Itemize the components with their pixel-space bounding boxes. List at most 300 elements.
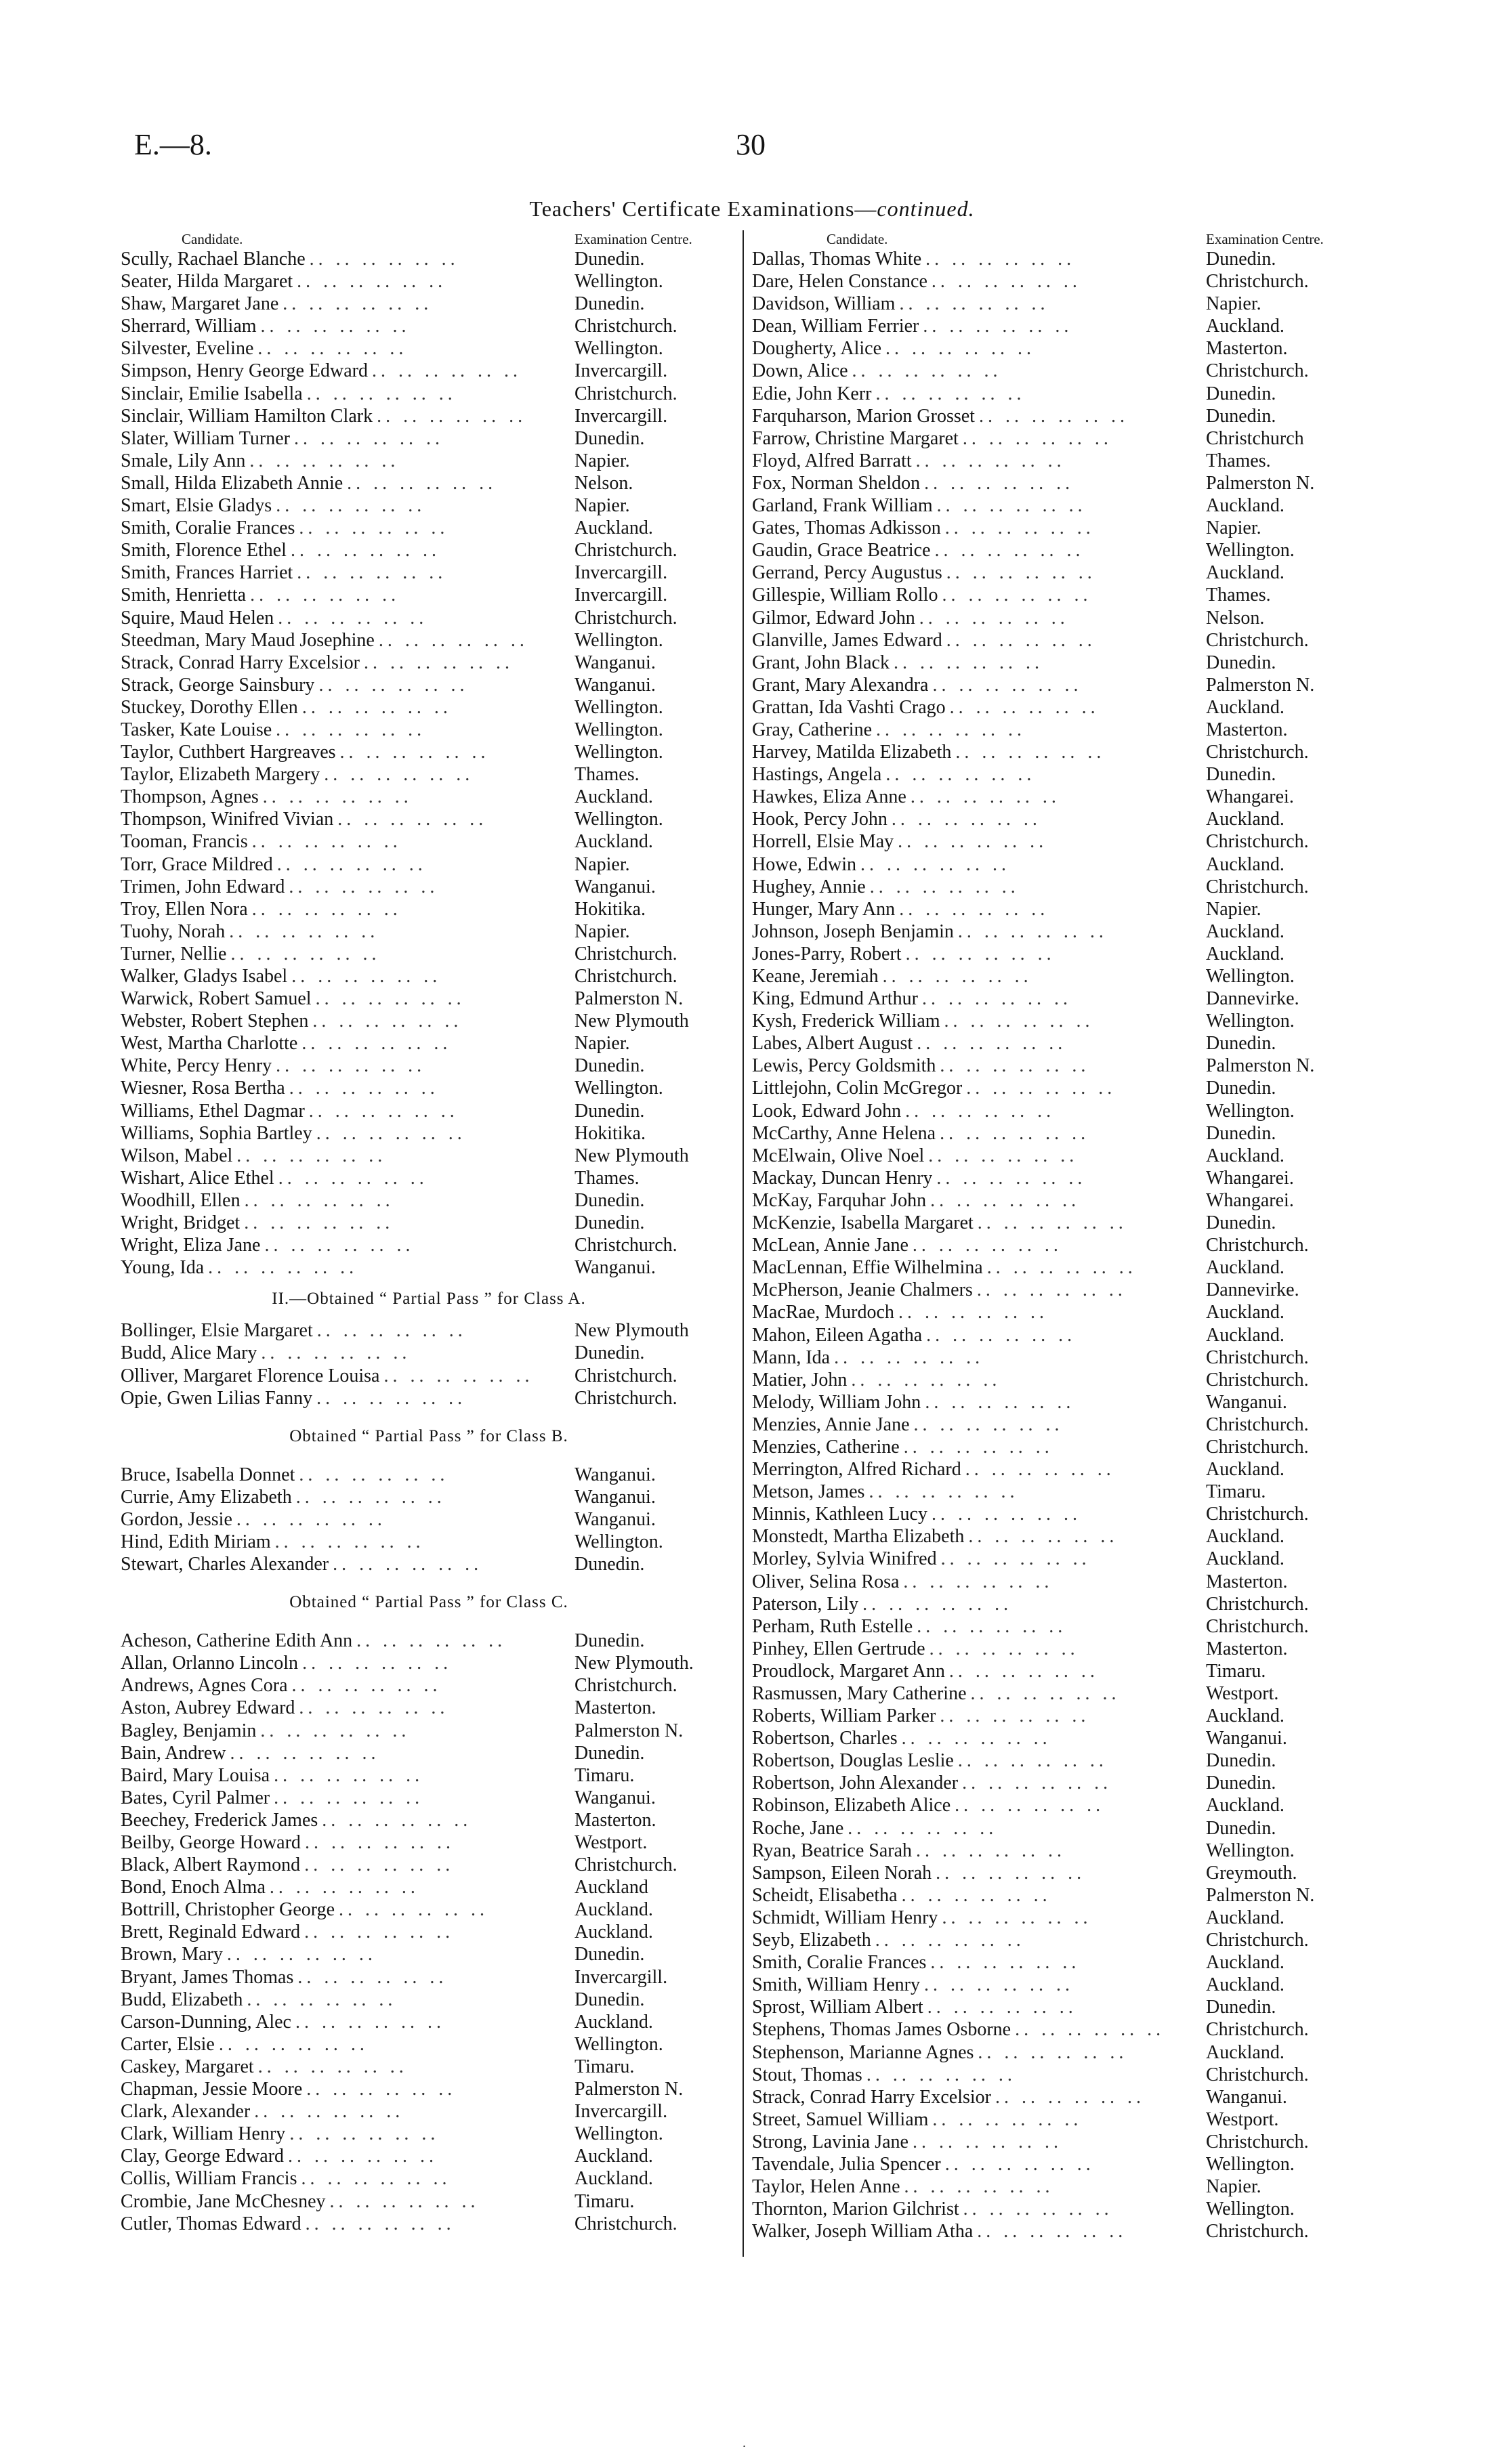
leader-dots: .. .. .. .. .. .. [304, 1921, 455, 1943]
candidate-name: Seater, Hilda Margaret [121, 271, 293, 293]
examination-centre: Auckland. [575, 1921, 653, 1943]
candidate-name: Gates, Thomas Adkisson [752, 517, 941, 539]
leader-dots: .. .. .. .. .. .. [957, 920, 1108, 942]
table-row [121, 1764, 737, 1787]
examination-centre: Napier. [1206, 293, 1261, 315]
table-row [121, 2145, 737, 2167]
examination-centre: Wanganui. [575, 876, 656, 897]
candidate-name: West, Martha Charlotte [121, 1033, 298, 1055]
leader-dots: .. .. .. .. .. .. [891, 809, 1041, 830]
table-row [121, 786, 737, 808]
examination-centre: Christchurch. [575, 1387, 677, 1409]
candidate-name: White, Percy Henry [121, 1055, 272, 1077]
candidate-name: Grant, John Black [752, 652, 890, 673]
candidate-name: Black, Albert Raymond [121, 1854, 301, 1876]
examination-centre: Nelson. [1206, 607, 1265, 629]
leader-dots: .. .. .. .. .. .. [955, 1795, 1105, 1817]
table-row [752, 1660, 1375, 1682]
candidate-name: Bollinger, Elsie Margaret [121, 1320, 313, 1342]
leader-dots: .. .. .. .. .. .. [948, 1660, 1099, 1682]
candidate-name: Johnson, Joseph Benjamin [752, 920, 954, 942]
candidate-name: Look, Edward John [752, 1100, 902, 1122]
table-row [752, 383, 1375, 405]
examination-centre: Christchurch. [575, 966, 677, 987]
examination-centre: Christchurch. [575, 1235, 677, 1256]
table-row [752, 1996, 1375, 2018]
candidate-name: Dare, Helen Constance [752, 271, 927, 293]
examination-centre: Wanganui. [575, 1464, 656, 1485]
examination-centre: Wellington. [1206, 1011, 1295, 1032]
examination-centre: Wellington. [575, 696, 663, 718]
candidate-name: Thornton, Marion Gilchrist [752, 2199, 959, 2220]
leader-dots: .. .. .. .. .. .. [923, 316, 1073, 337]
examination-centre: Christchurch. [575, 1365, 677, 1386]
class-b-list [121, 1464, 737, 1575]
candidate-name: Gray, Catherine [752, 719, 872, 740]
table-row [752, 1548, 1375, 1570]
leader-dots: .. .. .. .. .. .. [940, 1055, 1090, 1077]
examination-centre: Christchurch [1206, 427, 1304, 449]
leader-dots: .. .. .. .. .. .. [866, 2064, 1016, 2085]
left-column [121, 230, 737, 2235]
examination-centre: Auckland. [1206, 2041, 1284, 2063]
table-row [752, 450, 1375, 472]
leader-dots: .. .. .. .. .. .. [339, 742, 490, 763]
candidate-name: Warwick, Robert Samuel [121, 988, 312, 1010]
leader-dots: .. .. .. .. .. .. [924, 472, 1074, 494]
examination-centre: Dunedin. [575, 1944, 645, 1966]
examination-centre: Auckland. [1206, 1526, 1284, 1548]
leader-dots: .. .. .. .. .. .. [957, 1750, 1108, 1772]
table-row [121, 1010, 737, 1032]
table-row [752, 1055, 1375, 1077]
leader-dots: .. .. .. .. .. .. [978, 405, 1129, 427]
candidate-name: Currie, Amy Elizabeth [121, 1486, 292, 1508]
leader-dots: .. .. .. .. .. .. [297, 1966, 448, 1988]
leader-dots: .. .. .. .. .. .. [324, 764, 474, 786]
table-row [752, 674, 1375, 696]
examination-centre: Auckland. [1206, 1324, 1284, 1346]
table-row [121, 1234, 737, 1256]
examination-centre: Timaru. [1206, 1660, 1266, 1682]
leader-dots: .. .. .. .. .. .. [882, 966, 1032, 987]
table-row [121, 1167, 737, 1189]
leader-dots: .. .. .. .. .. .. [931, 1504, 1081, 1525]
candidate-name: Howe, Edwin [752, 853, 856, 875]
examination-centre: Dunedin. [575, 1342, 645, 1364]
leader-dots: .. .. .. .. .. .. [250, 585, 400, 606]
leader-dots: .. .. .. .. .. .. [905, 1100, 1056, 1122]
examination-centre: Wellington. [1206, 1100, 1295, 1122]
table-row [121, 920, 737, 943]
candidate-name: Grattan, Ida Vashti Crago [752, 696, 946, 718]
leader-dots: .. .. .. .. .. .. [901, 1728, 1051, 1749]
leader-dots: .. .. .. .. .. .. [260, 316, 411, 337]
candidate-name: Troy, Ellen Nora [121, 898, 248, 920]
examination-centre: Invercargill. [575, 1966, 668, 1988]
candidate-name: Young, Ida [121, 1257, 205, 1279]
table-row [752, 1256, 1375, 1279]
table-row [121, 1854, 737, 1876]
table-row [752, 561, 1375, 584]
examination-centre: Wellington. [1206, 1840, 1295, 1861]
leader-dots: .. .. .. .. .. .. [875, 383, 1026, 404]
candidate-name: Bond, Enoch Alma [121, 1877, 266, 1898]
examination-centre: Christchurch. [1206, 2221, 1309, 2243]
examination-centre: Auckland. [575, 831, 653, 853]
table-row [121, 1365, 737, 1387]
candidate-name: Floyd, Alfred Barratt [752, 450, 912, 471]
table-row [752, 584, 1375, 606]
candidate-name: Clark, William Henry [121, 2123, 286, 2145]
examination-centre: Auckland. [1206, 1548, 1284, 1570]
table-row [121, 1697, 737, 1719]
examination-centre: Dunedin. [575, 1742, 645, 1764]
footer-mark: . [743, 2436, 746, 2450]
examination-centre: Greymouth. [1206, 1862, 1297, 1884]
table-row [752, 1682, 1375, 1705]
candidate-name: Carter, Elsie [121, 2033, 215, 2055]
candidate-name: Dougherty, Alice [752, 338, 882, 360]
leader-dots: .. .. .. .. .. .. [244, 1212, 394, 1234]
leader-dots: .. .. .. .. .. .. [1015, 2019, 1165, 2041]
examination-centre: Masterton. [1206, 338, 1288, 360]
table-row [121, 270, 737, 293]
leader-dots: .. .. .. .. .. .. [966, 1078, 1116, 1099]
candidate-heading: Candidate. [182, 231, 243, 247]
examination-centre: Wellington. [575, 719, 663, 740]
leader-dots: .. .. .. .. .. .. [301, 2168, 451, 2190]
candidate-name: Stuckey, Dorothy Ellen [121, 696, 298, 718]
examination-centre: Christchurch. [1206, 1436, 1309, 1458]
leader-dots: .. .. .. .. .. .. [905, 943, 1056, 964]
table-row [121, 1032, 737, 1055]
examination-centre: Masterton. [575, 1697, 656, 1719]
table-row [121, 607, 737, 629]
examination-centre: Thames. [575, 764, 640, 786]
table-row [121, 719, 737, 741]
candidate-name: Seyb, Elizabeth [752, 1930, 871, 1951]
candidate-name: Dallas, Thomas White [752, 249, 922, 270]
examination-centre: Hokitika. [575, 1122, 646, 1144]
leader-dots: .. .. .. .. .. .. [276, 495, 426, 517]
examination-centre: Auckland. [1206, 1795, 1284, 1817]
table-row [121, 741, 737, 763]
leader-dots: .. .. .. .. .. .. [942, 585, 1092, 606]
candidate-name: Stephens, Thomas James Osborne [752, 2019, 1011, 2041]
examination-centre: Auckland. [1206, 495, 1284, 517]
examination-centre: New Plymouth. [575, 1653, 694, 1674]
candidate-name: Gaudin, Grace Beatrice [752, 540, 931, 561]
candidate-name: Robinson, Elizabeth Alice [752, 1795, 951, 1817]
table-row [752, 427, 1375, 450]
examination-centre: Dunedin. [1206, 1997, 1276, 2018]
candidate-name: Dean, William Ferrier [752, 316, 919, 337]
table-row [121, 674, 737, 696]
leader-dots: .. .. .. .. .. .. [917, 1615, 1067, 1637]
examination-centre: Wellington. [1206, 2153, 1295, 2175]
candidate-name: Squire, Maud Helen [121, 607, 274, 629]
candidate-name: Davidson, William [752, 293, 896, 315]
leader-dots: .. .. .. .. .. .. [247, 1989, 397, 2010]
table-row [752, 494, 1375, 517]
candidate-name: Edie, John Kerr [752, 383, 872, 404]
table-row [121, 2123, 737, 2145]
table-row [121, 1966, 737, 1989]
candidate-name: Perham, Ruth Estelle [752, 1615, 913, 1637]
candidate-name: Minnis, Kathleen Lucy [752, 1504, 927, 1525]
table-row [121, 2078, 737, 2100]
leader-dots: .. .. .. .. .. .. [291, 1675, 442, 1697]
candidate-name: Smale, Lily Ann [121, 450, 246, 471]
table-row [121, 965, 737, 987]
leader-dots: .. .. .. .. .. .. [309, 249, 459, 270]
candidate-name: Sprost, William Albert [752, 1997, 923, 2018]
leader-dots: .. .. .. .. .. .. [965, 1459, 1115, 1481]
candidate-name: Small, Hilda Elizabeth Annie [121, 472, 343, 494]
table-row [121, 1189, 737, 1212]
examination-centre: Auckland. [1206, 809, 1284, 830]
table-row [752, 1705, 1375, 1727]
examination-centre: Wanganui. [575, 652, 656, 673]
leader-dots: .. .. .. .. .. .. [936, 495, 1087, 517]
candidate-name: Melody, William John [752, 1391, 921, 1413]
examination-centre: Invercargill. [575, 360, 668, 382]
examination-centre: New Plymouth [575, 1320, 689, 1342]
candidate-name: Merrington, Alfred Richard [752, 1459, 961, 1481]
examination-centre: Masterton. [1206, 1638, 1288, 1659]
examination-centre: Christchurch. [1206, 629, 1309, 651]
leader-dots: .. .. .. .. .. .. [903, 1436, 1053, 1458]
examination-centre: Dunedin. [1206, 249, 1276, 270]
examination-centre: Invercargill. [575, 2101, 668, 2123]
examination-centre: Wanganui. [575, 1787, 656, 1808]
examination-centre: Invercargill. [575, 562, 668, 584]
leader-dots: .. .. .. .. .. .. [371, 360, 522, 382]
leader-dots: .. .. .. .. .. .. [315, 988, 465, 1010]
candidate-name: Stout, Thomas [752, 2064, 862, 2085]
examination-centre: Dunedin. [575, 1189, 645, 1211]
examination-centre: Napier. [575, 853, 630, 875]
candidate-name: Strack, Conrad Harry Excelsior [121, 652, 360, 673]
candidate-name: Smith, Henrietta [121, 585, 247, 606]
leader-dots: .. .. .. .. .. .. [924, 1974, 1074, 1996]
candidate-name: Walker, Joseph William Atha [752, 2221, 974, 2243]
leader-dots: .. .. .. .. .. .. [299, 1697, 449, 1719]
centre-heading: Examination Centre. [575, 231, 692, 247]
candidate-name: Hind, Edith Miriam [121, 1531, 271, 1552]
leader-dots: .. .. .. .. .. .. [236, 1145, 387, 1166]
table-row [752, 1593, 1375, 1615]
examination-centre: New Plymouth [575, 1011, 689, 1032]
leader-dots: .. .. .. .. .. .. [899, 898, 1049, 920]
leader-dots: .. .. .. .. .. .. [910, 786, 1060, 808]
candidate-name: Bagley, Benjamin [121, 1720, 257, 1741]
leader-dots: .. .. .. .. .. .. [289, 876, 439, 897]
candidate-name: Beechey, Frederick James [121, 1809, 318, 1831]
table-row [752, 405, 1375, 427]
leader-dots: .. .. .. .. .. .. [977, 1212, 1127, 1234]
examination-centre: New Plymouth [575, 1145, 689, 1166]
examination-centre: Christchurch. [1206, 1504, 1309, 1525]
leader-dots: .. .. .. .. .. .. [283, 293, 433, 315]
table-row [121, 1212, 737, 1234]
examination-centre: Wanganui. [575, 1257, 656, 1279]
leader-dots: .. .. .. .. .. .. [903, 1571, 1053, 1592]
leader-dots: .. .. .. .. .. .. [316, 1387, 467, 1409]
table-row [121, 2100, 737, 2123]
candidate-name: Littlejohn, Colin McGregor [752, 1078, 963, 1099]
examination-centre: Dunedin. [575, 1554, 645, 1575]
candidate-name: Tasker, Kate Louise [121, 719, 272, 740]
table-row [752, 652, 1375, 674]
examination-centre: Westport. [575, 1832, 648, 1853]
right-column-header [752, 230, 1375, 248]
table-row [752, 2086, 1375, 2108]
leader-dots: .. .. .. .. .. .. [337, 809, 488, 830]
table-row [121, 1100, 737, 1122]
leader-dots: .. .. .. .. .. .. [276, 719, 426, 740]
candidate-name: Hughey, Annie [752, 876, 866, 897]
leader-dots: .. .. .. .. .. .. [927, 1997, 1077, 2018]
candidate-name: Pinhey, Ellen Gertrude [752, 1638, 925, 1659]
candidate-name: McPherson, Jeanie Chalmers [752, 1279, 973, 1301]
examination-centre: Christchurch. [575, 1854, 677, 1876]
table-row [752, 472, 1375, 494]
candidate-name: Hastings, Angela [752, 764, 882, 786]
table-row [121, 1921, 737, 1943]
leader-dots: .. .. .. .. .. .. [318, 674, 469, 696]
table-row [752, 830, 1375, 853]
leader-dots: .. .. .. .. .. .. [925, 1391, 1075, 1413]
candidate-name: Mahon, Eileen Agatha [752, 1324, 923, 1346]
table-row [752, 293, 1375, 315]
examination-centre: Dunedin. [1206, 1817, 1276, 1839]
leader-dots: .. .. .. .. .. .. [333, 1554, 483, 1575]
leader-dots: .. .. .. .. .. .. [926, 1324, 1077, 1346]
table-row [752, 248, 1375, 270]
examination-centre: Thames. [575, 1167, 640, 1189]
table-row [752, 360, 1375, 382]
table-row [752, 1212, 1375, 1234]
candidate-name: Gilmor, Edward John [752, 607, 915, 629]
table-row [121, 248, 737, 270]
examination-centre: Wellington. [575, 1531, 663, 1552]
examination-centre: Hokitika. [575, 898, 646, 920]
leader-dots: .. .. .. .. .. .. [944, 1011, 1094, 1032]
table-row [752, 607, 1375, 629]
candidate-name: MacLennan, Effie Wilhelmina [752, 1257, 983, 1279]
candidate-name: Morley, Sylvia Winifred [752, 1548, 937, 1570]
candidate-name: Andrews, Agnes Cora [121, 1675, 288, 1697]
page-title [0, 196, 1504, 221]
candidate-name: Taylor, Helen Anne [752, 2176, 900, 2198]
leader-dots: .. .. .. .. .. .. [931, 271, 1081, 293]
leader-dots: .. .. .. .. .. .. [962, 1772, 1112, 1794]
candidate-name: McKay, Farquhar John [752, 1189, 927, 1211]
examination-centre: Wellington. [575, 271, 663, 293]
candidate-name: Wiesner, Rosa Bertha [121, 1078, 285, 1099]
table-row [752, 943, 1375, 965]
leader-dots: .. .. .. .. .. .. [944, 2153, 1095, 2175]
table-row [121, 427, 737, 450]
candidate-name: Robertson, John Alexander [752, 1772, 959, 1794]
leader-dots: .. .. .. .. .. .. [930, 1952, 1081, 1974]
candidate-name: Caskey, Margaret [121, 2056, 254, 2077]
examination-centre: Christchurch. [1206, 2131, 1309, 2152]
leader-dots: .. .. .. .. .. .. [288, 2146, 438, 2167]
table-row [752, 763, 1375, 786]
examination-centre: Napier. [1206, 517, 1261, 539]
examination-centre: Christchurch. [1206, 876, 1309, 897]
candidate-name: Garland, Frank William [752, 495, 933, 517]
left-column-header [121, 230, 737, 248]
table-row [121, 1553, 737, 1575]
examination-centre: Dunedin. [1206, 652, 1276, 673]
leader-dots: .. .. .. .. .. .. [269, 1877, 419, 1898]
leader-dots: .. .. .. .. .. .. [383, 1365, 534, 1386]
table-row [121, 1876, 737, 1898]
examination-centre: Westport. [1206, 2108, 1279, 2130]
examination-centre: Dannevirke. [1206, 988, 1299, 1010]
title-main: Teachers' Certificate Examinations— [529, 196, 877, 221]
candidate-name: Scheidt, Elisabetha [752, 1884, 898, 1906]
candidate-name: Williams, Sophia Bartley [121, 1122, 312, 1144]
examination-centre: Westport. [1206, 1683, 1279, 1704]
table-row [752, 1772, 1375, 1794]
table-row [121, 1464, 737, 1486]
table-row [752, 517, 1375, 539]
examination-centre: Auckland. [575, 2168, 653, 2190]
section-heading-class-a: II.—Obtained “ Partial Pass ” for Class A. [272, 1290, 586, 1309]
examination-centre: Dunedin. [1206, 383, 1276, 404]
candidate-name: Smith, Florence Ethel [121, 540, 287, 561]
leader-dots: .. .. .. .. .. .. [254, 2101, 404, 2123]
table-row [121, 315, 737, 337]
table-row [752, 1145, 1375, 1167]
table-row [121, 584, 737, 606]
leader-dots: .. .. .. .. .. .. [312, 1011, 463, 1032]
examination-centre: Wanganui. [1206, 1728, 1287, 1749]
candidate-name: Wright, Bridget [121, 1212, 241, 1234]
candidate-name: Sinclair, William Hamilton Clark [121, 405, 373, 427]
table-row [752, 270, 1375, 293]
candidate-name: Olliver, Margaret Florence Louisa [121, 1365, 380, 1386]
table-row [121, 1898, 737, 1921]
table-row [752, 853, 1375, 876]
examination-centre: Wellington. [575, 809, 663, 830]
candidate-name: Hook, Percy John [752, 809, 887, 830]
candidate-name: Woodhill, Ellen [121, 1189, 241, 1211]
examination-centre: Christchurch. [1206, 1414, 1309, 1435]
examination-centre: Wanganui. [1206, 1391, 1287, 1413]
leader-dots: .. .. .. .. .. .. [848, 1817, 998, 1839]
examination-centre: Christchurch. [575, 540, 677, 561]
candidate-name: Down, Alice [752, 360, 848, 382]
candidate-name: Grant, Mary Alexandra [752, 674, 929, 696]
leader-dots: .. .. .. .. .. .. [944, 517, 1095, 539]
leader-dots: .. .. .. .. .. .. [229, 920, 379, 942]
examination-centre: Palmerston N. [575, 988, 684, 1010]
examination-centre: Auckland. [1206, 853, 1284, 875]
leader-dots: .. .. .. .. .. .. [274, 1764, 424, 1786]
candidate-name: King, Edmund Arthur [752, 988, 918, 1010]
candidate-name: Taylor, Cuthbert Hargreaves [121, 742, 336, 763]
examination-centre: Napier. [575, 920, 630, 942]
leader-dots: .. .. .. .. .. .. [364, 652, 514, 673]
table-row [752, 1727, 1375, 1749]
candidate-name: Roberts, William Parker [752, 1705, 936, 1727]
